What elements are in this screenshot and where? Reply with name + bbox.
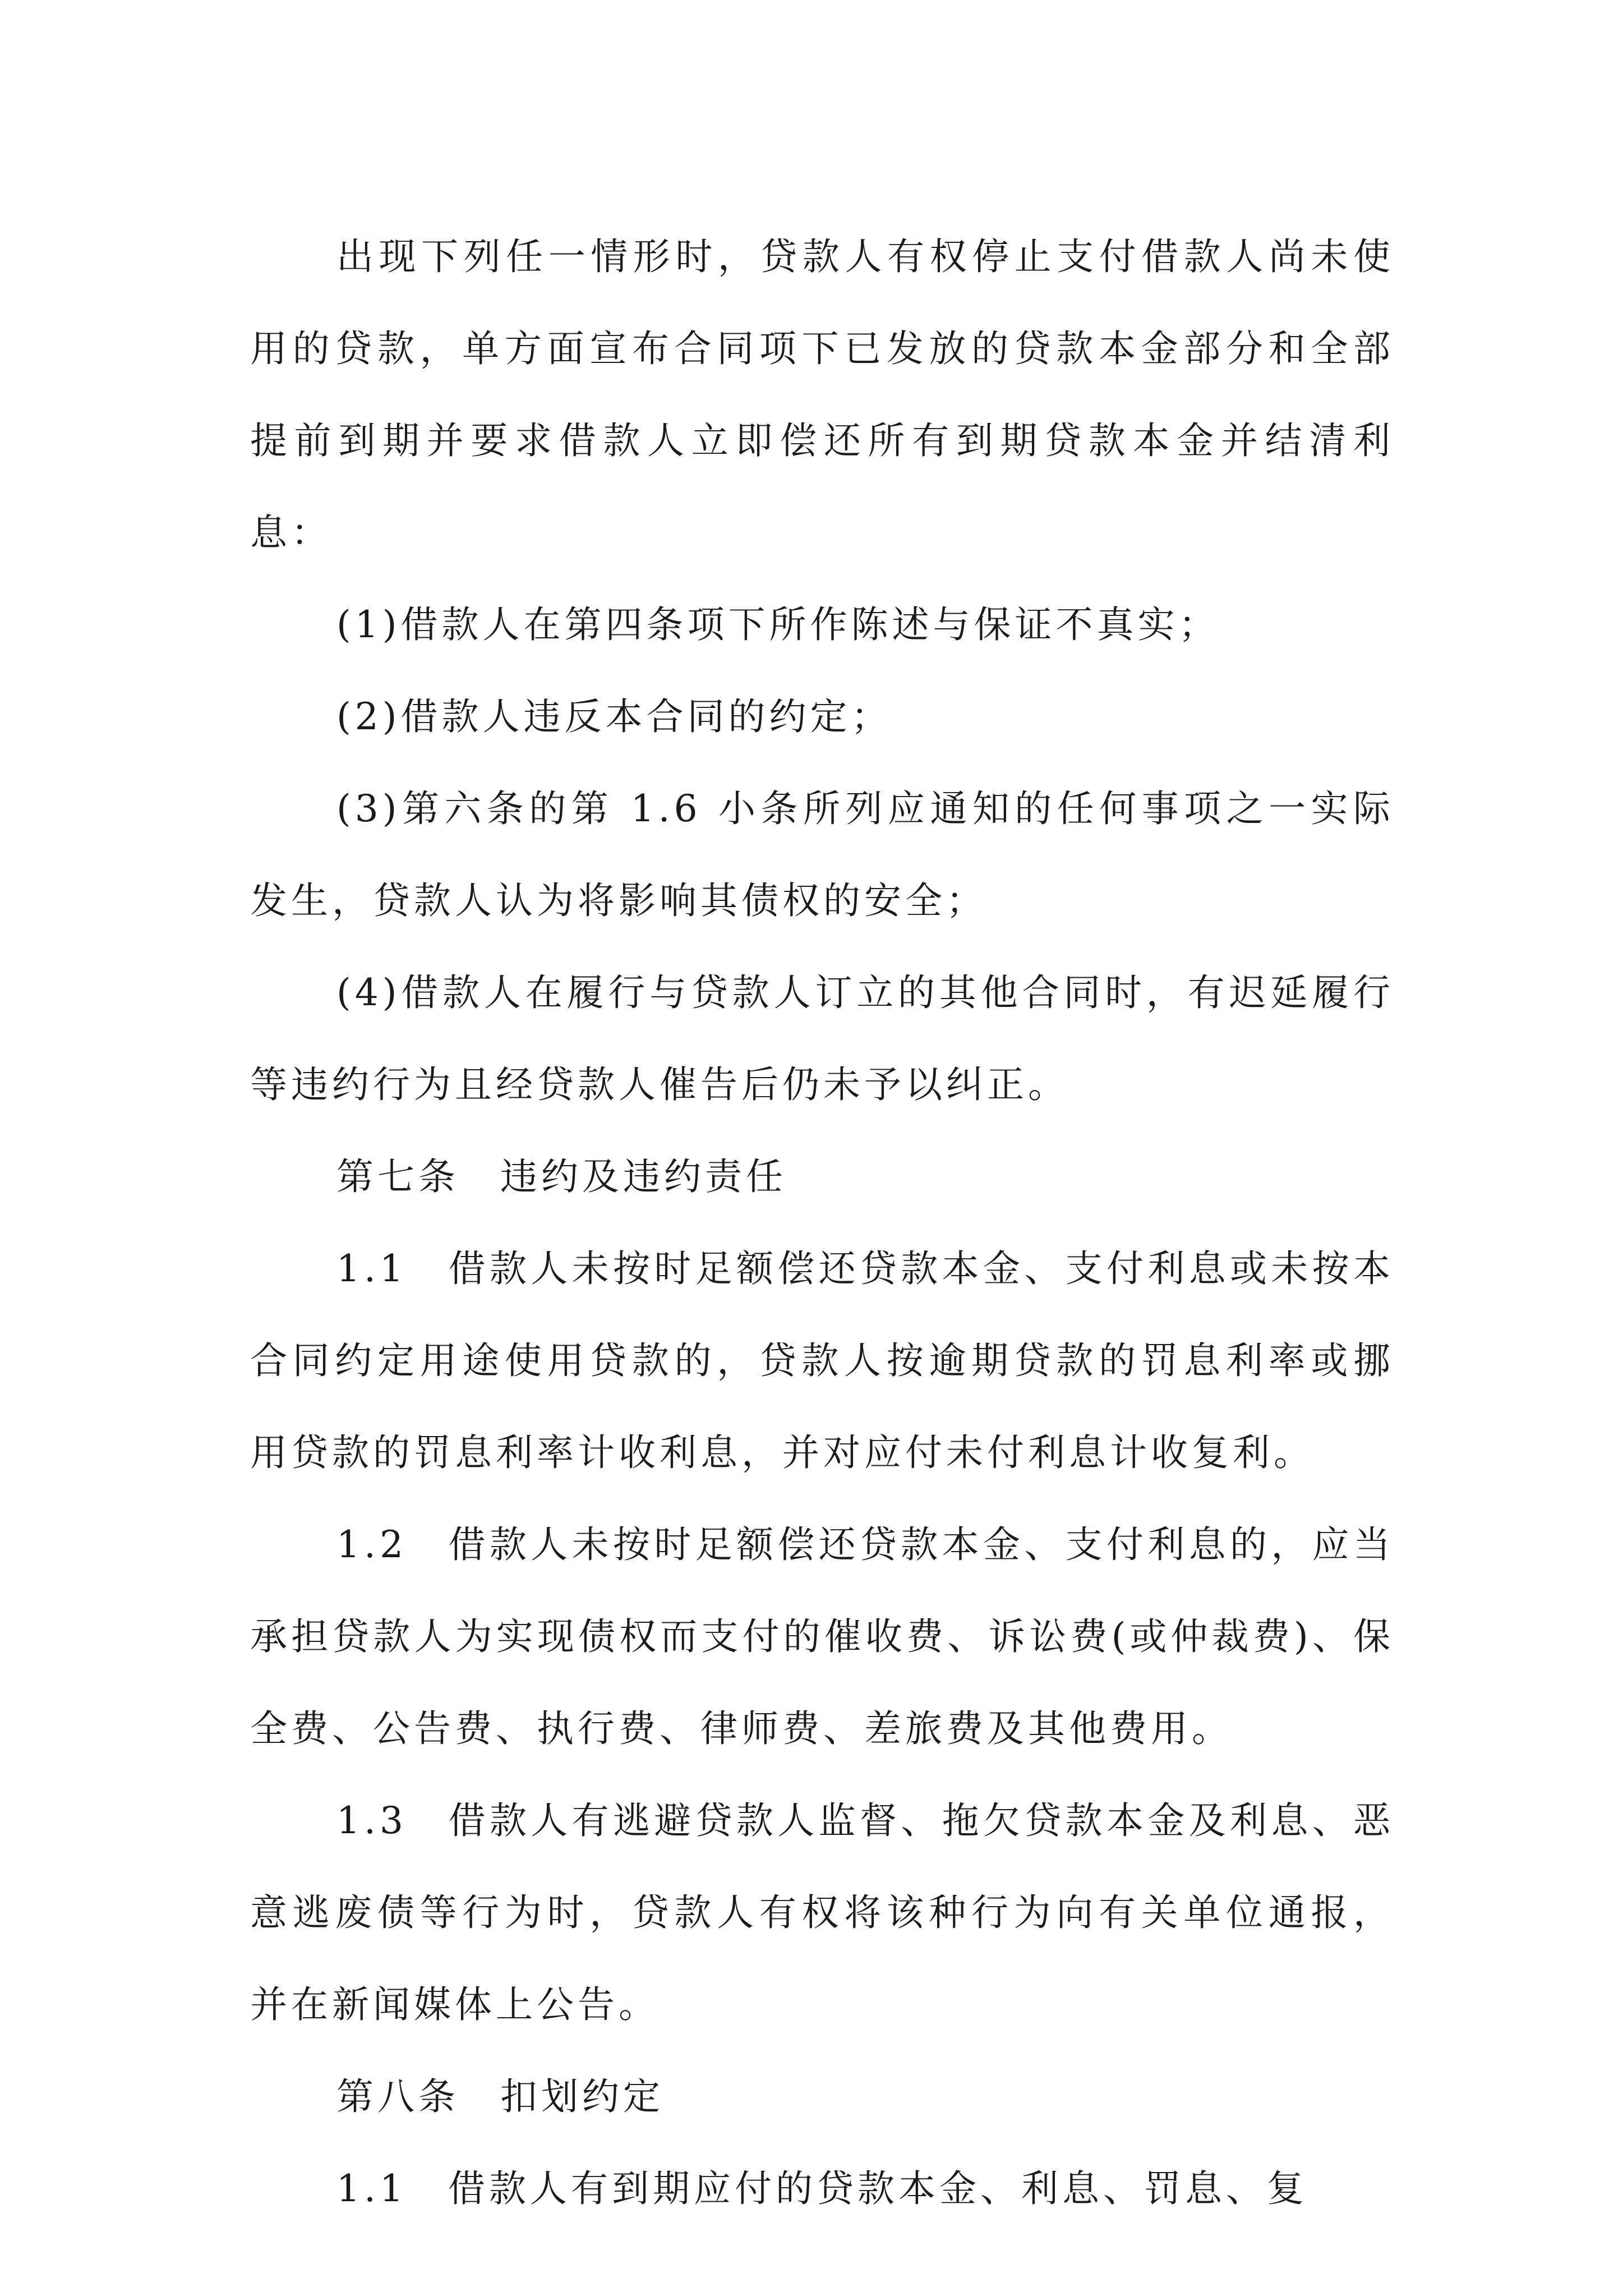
clause-7-3: 1.3 借款人有逃避贷款人监督、拖欠贷款本金及利息、恶意逃废债等行为时，贷款人有权将该种行为向有关单位通报，并在新闻媒体上公告。 (250, 1799, 1394, 2026)
article-8-heading: 第八条 扣划约定 (336, 2075, 664, 2118)
list-item-4: (4)借款人在履行与贷款人订立的其他合同时，有迟延履行等违约行为且经贷款人催告后仍未予以纠正。 (250, 971, 1394, 1106)
list-item-3: (3)第六条的第 1.6 小条所列应通知的任何事项之一实际发生，贷款人认为将影响其债权的安全； (250, 787, 1394, 922)
clause-7-1: 1.1 借款人未按时足额偿还贷款本金、支付利息或未按本合同约定用途使用贷款的，贷款人按逾期贷款的罚息利率或挪用贷款的罚息利率计收利息，并对应付未付利息计收复利。 (250, 1247, 1394, 1474)
list-item-1: (1)借款人在第四条项下所作陈述与保证不真实； (336, 603, 1220, 646)
clause-7-2: 1.2 借款人未按时足额偿还贷款本金、支付利息的，应当承担贷款人为实现债权而支付的催收费、诉讼费(或仲裁费)、保全费、公告费、执行费、律师费、差旅费及其他费用。 (250, 1523, 1394, 1750)
document-page (250, 211, 1394, 2235)
list-item-2: (2)借款人违反本合同的约定； (336, 695, 892, 738)
intro-paragraph: 出现下列任一情形时，贷款人有权停止支付借款人尚未使用的贷款，单方面宣布合同项下已发放的贷款本金部分和全部提前到期并要求借款人立即偿还所有到期贷款本金并结清利息： (250, 235, 1394, 554)
article-7-heading: 第七条 违约及违约责任 (336, 1155, 787, 1198)
clause-8-1: 1.1 借款人有到期应付的贷款本金、利息、罚息、复 (336, 2167, 1308, 2210)
